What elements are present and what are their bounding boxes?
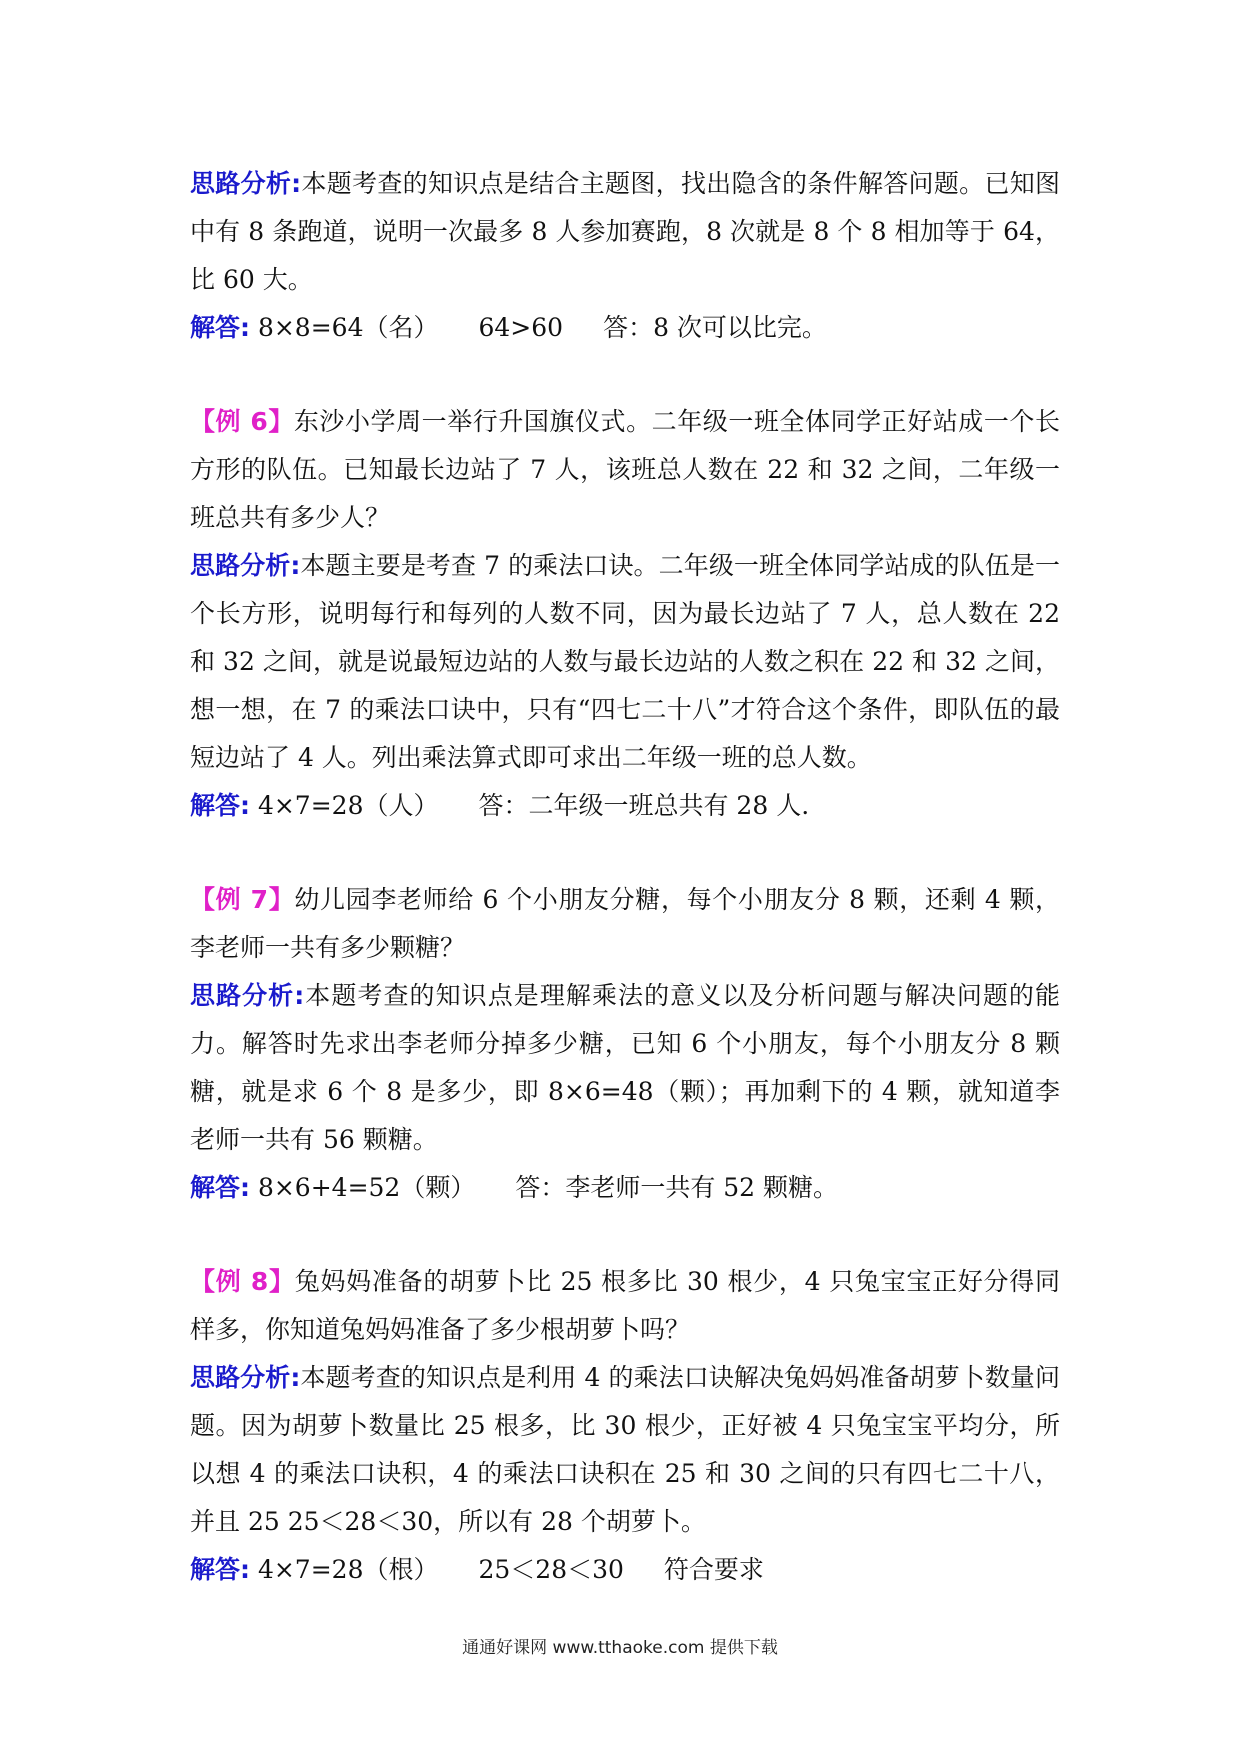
question-paragraph (190, 398, 1060, 542)
answer-paragraph (190, 304, 1060, 352)
answer-calc: 8×8=64（名） (257, 313, 439, 342)
answer-text: 符合要求 (663, 1555, 764, 1584)
example-block (190, 398, 1060, 830)
question-text: 东沙小学周一举行升国旗仪式。二年级一班全体同学正好站成一个长方形的队伍。已知最长边站了 7 人，该班总人数在 22 和 32 之间，二年级一班总共有多少人？ (190, 407, 1060, 532)
answer-label: 解答: (190, 1173, 250, 1202)
analysis-text: 本题考查的知识点是结合主题图，找出隐含的条件解答问题。已知图中有 8 条跑道，说明一次最多 8 人参加赛跑，8 次就是 8 个 8 相加等于 64，比 60 大。 (190, 169, 1060, 294)
answer-text: 答：二年级一班总共有 28 人. (478, 791, 810, 820)
analysis-paragraph (190, 160, 1060, 304)
question-paragraph (190, 1258, 1060, 1354)
question-text: 幼儿园李老师给 6 个小朋友分糖，每个小朋友分 8 颗，还剩 4 颗，李老师一共有多少颗糖？ (190, 885, 1060, 962)
example-tag: 【例 7】 (190, 885, 295, 914)
answer-extra: 25＜28＜30 (478, 1555, 624, 1584)
analysis-text: 本题考查的知识点是理解乘法的意义以及分析问题与解决问题的能力。解答时先求出李老师分掉多少糖，已知 6 个小朋友，每个小朋友分 8 颗糖，就是求 6 个 8 是多少，即 8×6=48（颗）；再加剩下的 4 颗，就知道李老师一共有 56 颗糖。 (190, 981, 1060, 1154)
analysis-text: 本题主要是考查 7 的乘法口诀。二年级一班全体同学站成的队伍是一个长方形，说明每行和每列的人数不同，因为最长边站了 7 人，总人数在 22 和 32 之间，就是说最短边站的人数与最长边站的人数之积在 22 和 32 之间，想一想，在 7 的乘法口诀中，只有“四七二十八”才符合这个条件，即队伍的最短边站了 4 人。列出乘法算式即可求出二年级一班的总人数。 (190, 551, 1061, 772)
answer-paragraph (190, 1164, 1060, 1212)
analysis-label: 思路分析: (190, 169, 302, 198)
question-paragraph (190, 876, 1060, 972)
answer-text: 答：8 次可以比完。 (603, 313, 827, 342)
answer-text: 答：李老师一共有 52 颗糖。 (515, 1173, 839, 1202)
example-tag: 【例 8】 (190, 1267, 295, 1296)
answer-paragraph (190, 1546, 1060, 1594)
document-body (190, 160, 1060, 1594)
analysis-paragraph (190, 1354, 1060, 1546)
example-block (190, 1258, 1060, 1594)
question-text: 兔妈妈准备的胡萝卜比 25 根多比 30 根少，4 只兔宝宝正好分得同样多，你知道兔妈妈准备了多少根胡萝卜吗？ (190, 1267, 1061, 1344)
analysis-text: 本题考查的知识点是利用 4 的乘法口诀解决兔妈妈准备胡萝卜数量问题。因为胡萝卜数量比 25 根多，比 30 根少，正好被 4 只兔宝宝平均分，所以想 4 的乘法口诀积，4 的乘法口诀积在 25 和 30 之间的只有四七二十八，并且 25 25＜28＜30，所以有 28 个胡萝卜。 (190, 1363, 1061, 1536)
example-tag: 【例 6】 (190, 407, 294, 436)
answer-paragraph (190, 782, 1060, 830)
analysis-label: 思路分析: (190, 551, 301, 580)
answer-calc: 4×7=28（人） (257, 791, 439, 820)
analysis-label: 思路分析: (190, 1363, 301, 1392)
example-block (190, 160, 1060, 352)
page-footer: 通通好课网 www.tthaoke.com 提供下载 (462, 1638, 778, 1658)
analysis-paragraph (190, 542, 1060, 782)
answer-extra: 64>60 (478, 313, 564, 342)
analysis-label: 思路分析: (190, 981, 305, 1010)
answer-label: 解答: (190, 313, 250, 342)
example-block (190, 876, 1060, 1212)
answer-calc: 4×7=28（根） (257, 1555, 439, 1584)
answer-label: 解答: (190, 791, 250, 820)
analysis-paragraph (190, 972, 1060, 1164)
answer-calc: 8×6+4=52（颗） (257, 1173, 476, 1202)
answer-label: 解答: (190, 1555, 250, 1584)
